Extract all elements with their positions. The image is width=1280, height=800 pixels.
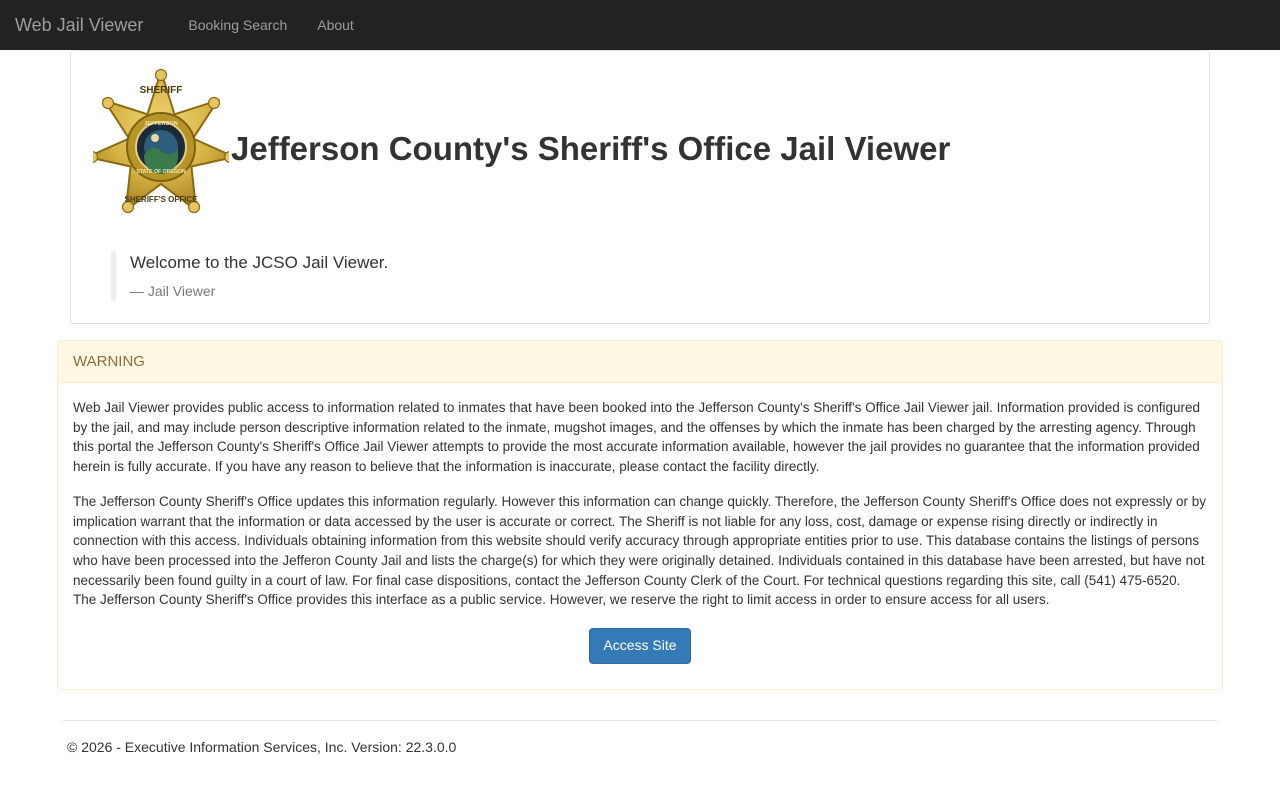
header-panel xyxy=(70,50,1210,324)
navbar-brand[interactable]: Web Jail Viewer xyxy=(15,15,144,35)
access-site-button-wrap xyxy=(73,628,1207,674)
warning-paragraph-2: The Jefferson County Sheriff's Office updates this information regularly. However this information can change quickly. Therefore, the Jefferson County Sheriff's Office does not expressly or by implication warrant that the information or data accessed by the user is accurate or correct. The Sheriff is not liable for any loss, cost, damage or expense rising directly or indirectly in connection with this access. Individuals obtaining information from this website should verify accuracy through appropriate entities prior to use. This database contains the listings of persons who have been processed into the Jefferon County Jail and lists the charge(s) for which they were originally detained. Individuals contained in this database have been arrested, but have not necessarily been found guilty in a court of law. For final case dispositions, contact the Jefferson County Clerk of the Court. For technical questions regarding this site, call (541) 475-6520. The Jefferson County Sheriff's Office provides this interface as a public service. However, we reserve the right to limit access in order to ensure access for all users. xyxy=(73,494,1206,608)
top-navbar xyxy=(0,0,1280,50)
page-title: Jefferson County's Sheriff's Office Jail Viewer xyxy=(231,129,951,167)
welcome-blockquote xyxy=(111,251,1189,301)
svg-text:SHERIFF'S OFFICE: SHERIFF'S OFFICE xyxy=(124,195,198,204)
nav-link-about[interactable]: About xyxy=(317,17,354,33)
nav-link-booking-search[interactable]: Booking Search xyxy=(188,17,288,33)
svg-text:STATE OF OREGON: STATE OF OREGON xyxy=(136,169,186,175)
page-footer xyxy=(63,720,1217,755)
svg-text:JEFFERSON: JEFFERSON xyxy=(144,121,178,127)
welcome-attribution: — Jail Viewer xyxy=(130,283,216,299)
warning-panel xyxy=(57,340,1223,690)
warning-panel-heading: WARNING xyxy=(58,341,1222,383)
footer-copyright: © 2026 - Executive Information Services, Inc. Version: 22.3.0.0 xyxy=(67,738,457,755)
warning-paragraph-1: Web Jail Viewer provides public access to information related to inmates that have been booked into the Jefferson County's Sheriff's Office Jail Viewer jail. Information provided is configured by the jail, and may include person descriptive information related to the inmate, mugshot images, and the offenses by which the inmate has been charged by the arresting agency. Through this portal the Jefferson County's Sheriff's Office Jail Viewer attempts to provide the most accurate information available, however the jail provides no guarantee that the information provided herein is fully accurate. If you have any reason to believe that the information is inaccurate, please contact the facility directly. xyxy=(73,400,1201,474)
welcome-text: Welcome to the JCSO Jail Viewer. xyxy=(130,253,389,272)
warning-panel-body xyxy=(58,383,1222,689)
header-row xyxy=(91,69,1189,229)
svg-text:SHERIFF: SHERIFF xyxy=(139,85,183,96)
navbar-links xyxy=(173,17,368,33)
access-site-button[interactable]: Access Site xyxy=(589,628,690,664)
sheriff-star-badge-icon xyxy=(91,69,231,229)
